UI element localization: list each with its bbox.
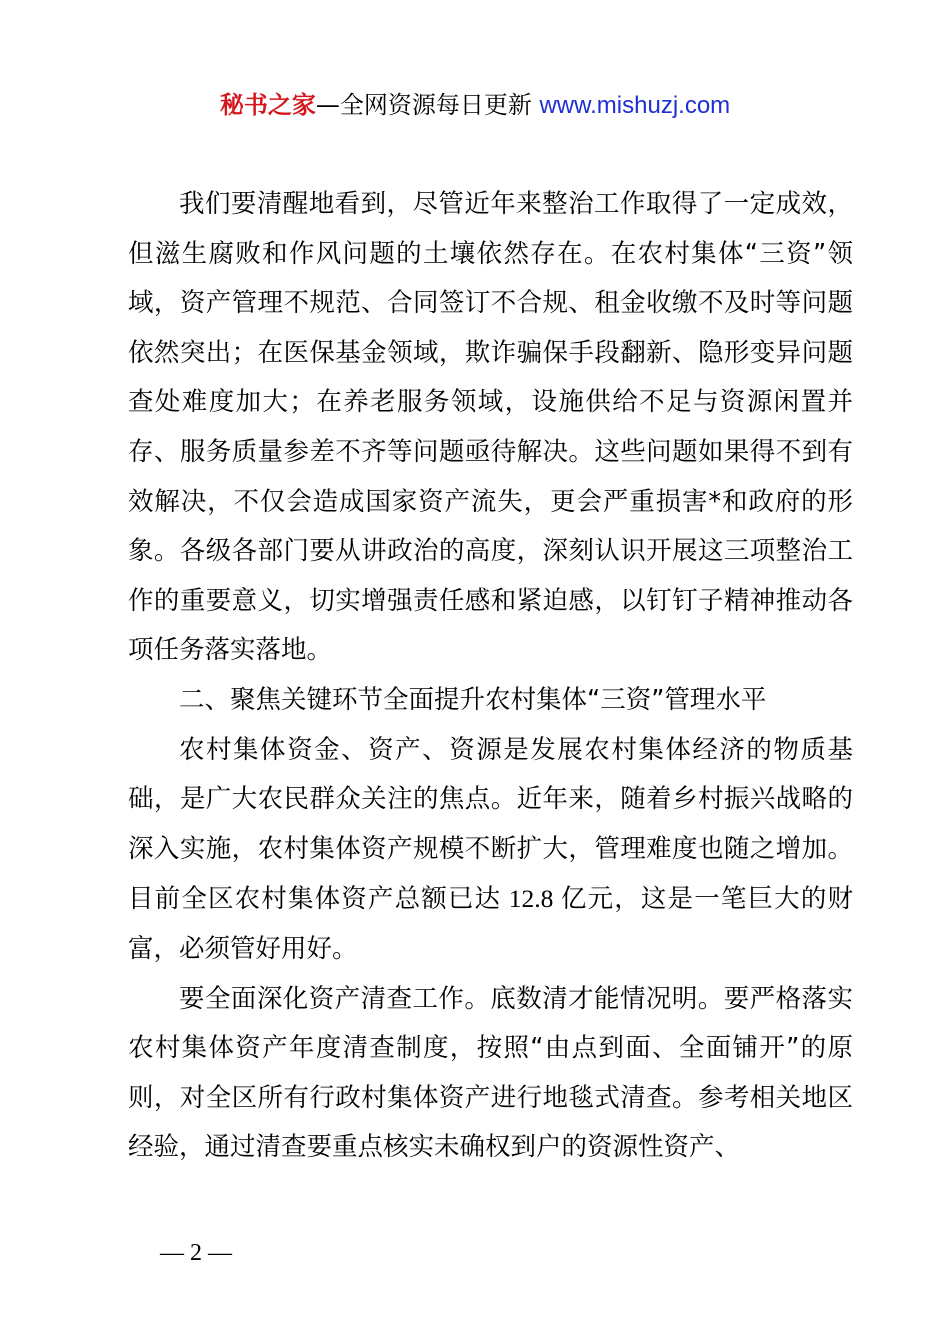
page-number: — 2 —	[160, 1240, 232, 1266]
site-header	[0, 88, 950, 123]
site-brand: 秘书之家	[219, 91, 316, 119]
paragraph-text: 亿元，这是一笔巨大的财富，必须管好用好。	[128, 884, 853, 964]
site-url-link[interactable]: www.mishuzj.com	[539, 92, 731, 119]
paragraph: 要全面深化资产清查工作。底数清才能情况明。要严格落实农村集体资产年度清查制度，按照“由点到面、全面铺开”的原则，对全区所有行政村集体资产进行地毯式清查。参考相关地区经验，通过清查要重点核实未确权到户的资源性资产、	[128, 983, 853, 1163]
site-tagline: —全网资源每日更新	[315, 91, 532, 119]
asset-total-number: 12.8	[501, 884, 561, 914]
paragraph: 我们要清醒地看到，尽管近年来整治工作取得了一定成效，但滋生腐败和作风问题的土壤依然存在。在农村集体“三资”领域，资产管理不规范、合同签订不合规、租金收缴不及时等问题依然突出；在医保基金领域，欺诈骗保手段翻新、隐形变异问题查处难度加大；在养老服务领域，设施供给不足与资源闲置并存、服务质量参差不齐等问题亟待解决。这些问题如果得不到有效解决，不仅会造成国家资产流失，更会严重损害*和政府的形象。各级各部门要从讲政治的高度，深刻认识开展这三项整治工作的重要意义，切实增强责任感和紧迫感，以钉钉子精神推动各项任务落实落地。	[128, 189, 853, 666]
document-body	[128, 180, 853, 1173]
paragraph-text: 农村集体资金、资产、资源是发展农村集体经济的物质基础，是广大农民群众关注的焦点。近年来，随着乡村振兴战略的深入实施，农村集体资产规模不断扩大，管理难度也随之增加。目前全区农村集体资产总额已达	[128, 734, 853, 915]
paragraph	[128, 726, 853, 975]
section-heading: 二、聚焦关键环节全面提升农村集体“三资”管理水平	[179, 684, 767, 715]
